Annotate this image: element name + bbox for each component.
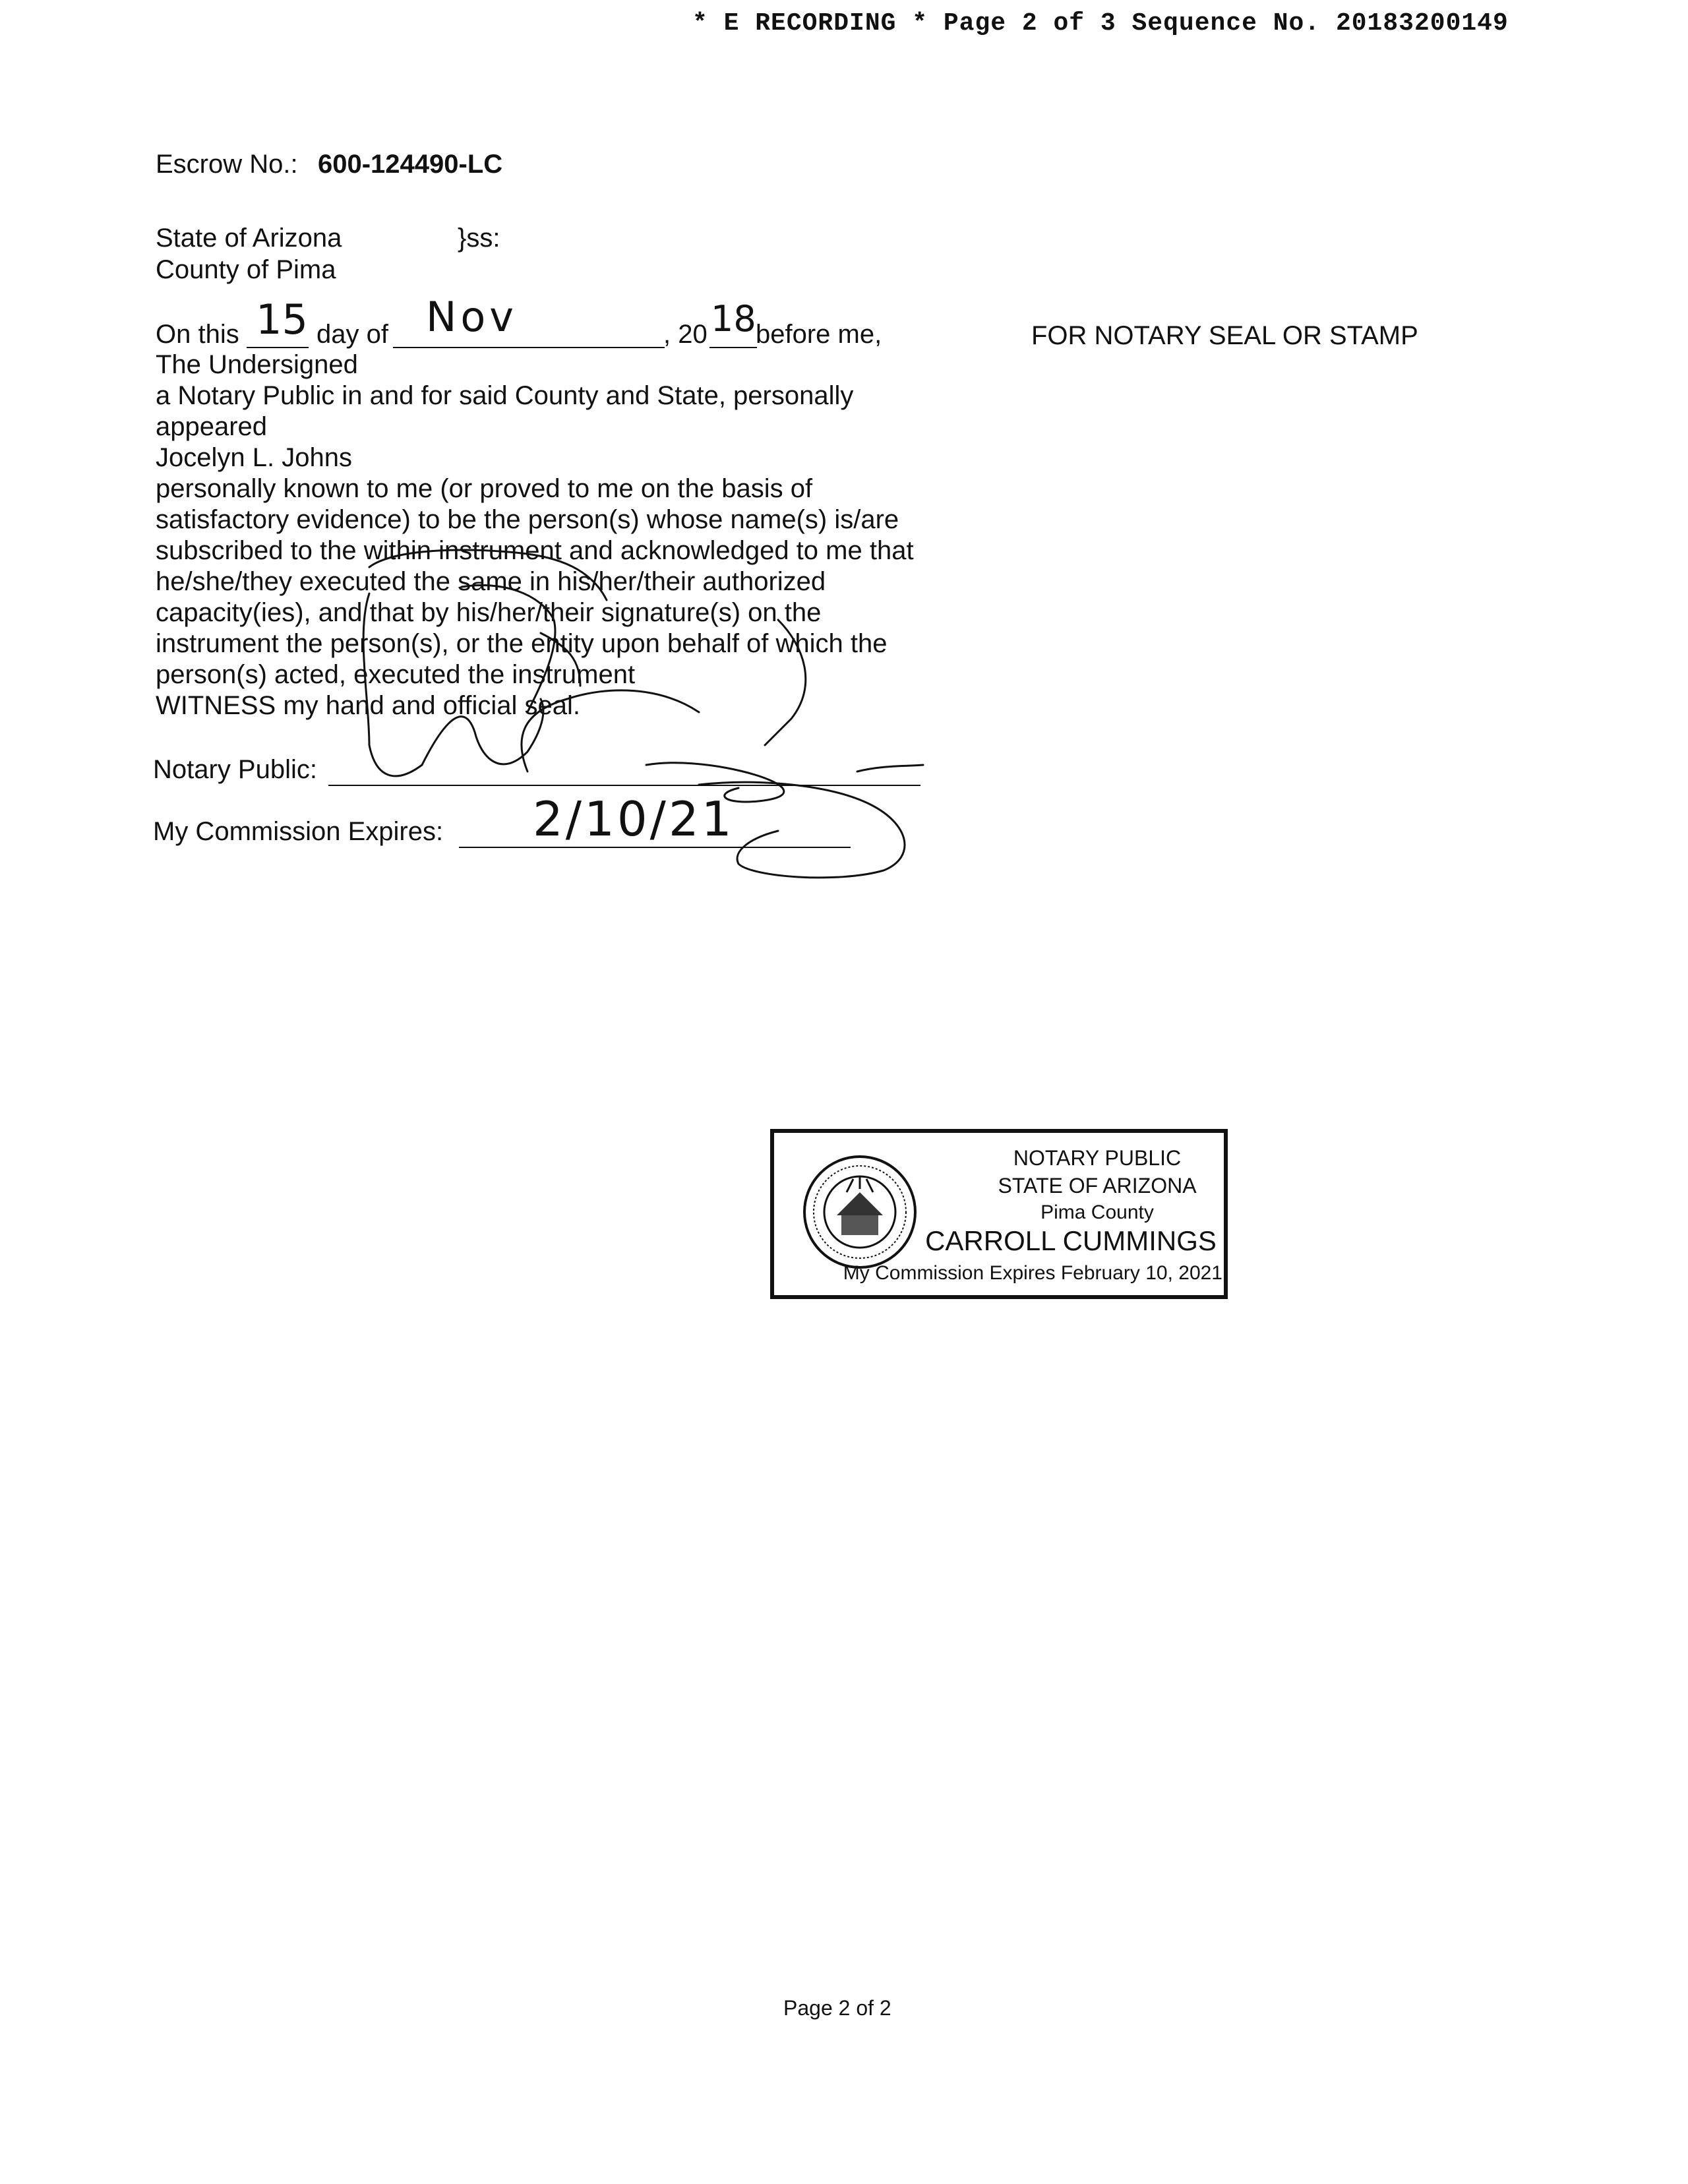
- seal-area-label: FOR NOTARY SEAL OR STAMP: [1031, 321, 1418, 350]
- year-prefix: , 20: [663, 320, 708, 349]
- page-number: Page 2 of 2: [783, 1996, 891, 2020]
- ack-line-10: person(s) acted, executed the instrument: [156, 660, 636, 689]
- day-of-label: day of: [316, 320, 388, 349]
- notary-stamp: [770, 1129, 1228, 1299]
- venue-ss: }ss:: [458, 224, 500, 253]
- stamp-commission-expires: My Commission Expires February 10, 2021: [843, 1262, 1222, 1284]
- ack-line-1: a Notary Public in and for said County and State, personally: [156, 381, 854, 410]
- escrow-label: Escrow No.:: [156, 150, 298, 179]
- notary-name: The Undersigned: [156, 350, 358, 379]
- venue-state: State of Arizona: [156, 224, 342, 253]
- recording-header: * E RECORDING * Page 2 of 3 Sequence No. 20183200149: [692, 9, 1509, 38]
- appearing-party: Jocelyn L. Johns: [156, 443, 352, 472]
- ack-line-9: instrument the person(s), or the entity upon behalf of which the: [156, 629, 888, 658]
- ack-line-4: personally known to me (or proved to me on the basis of: [156, 474, 813, 503]
- escrow-number: 600-124490-LC: [318, 150, 503, 179]
- stamp-state: STATE OF ARIZONA: [998, 1174, 1197, 1198]
- stamp-notary-name: CARROLL CUMMINGS: [925, 1225, 1217, 1256]
- ack-line-6: subscribed to the within instrument and acknowledged to me that: [156, 536, 914, 565]
- state-seal-icon: [800, 1153, 919, 1271]
- commission-expires-label: My Commission Expires:: [153, 817, 444, 846]
- day-handwritten: 15: [256, 295, 308, 344]
- ack-line-5: satisfactory evidence) to be the person(s) whose name(s) is/are: [156, 505, 899, 534]
- notary-public-label: Notary Public:: [153, 755, 317, 784]
- witness-line: WITNESS my hand and official seal.: [156, 691, 580, 720]
- stamp-title: NOTARY PUBLIC: [1013, 1146, 1182, 1170]
- stamp-county: Pima County: [1040, 1201, 1154, 1223]
- ack-line-8: capacity(ies), and that by his/her/their signature(s) on the: [156, 598, 822, 627]
- venue-county: County of Pima: [156, 255, 336, 284]
- month-handwritten: Nov: [426, 293, 518, 341]
- commission-date-handwritten: 2/10/21: [533, 791, 735, 847]
- before-me-label: before me,: [756, 320, 882, 349]
- ack-line-2: appeared: [156, 412, 268, 441]
- on-this-label: On this: [156, 320, 239, 349]
- ack-line-7: he/she/they executed the same in his/her/their authorized: [156, 567, 826, 596]
- year-handwritten: 18: [711, 298, 756, 340]
